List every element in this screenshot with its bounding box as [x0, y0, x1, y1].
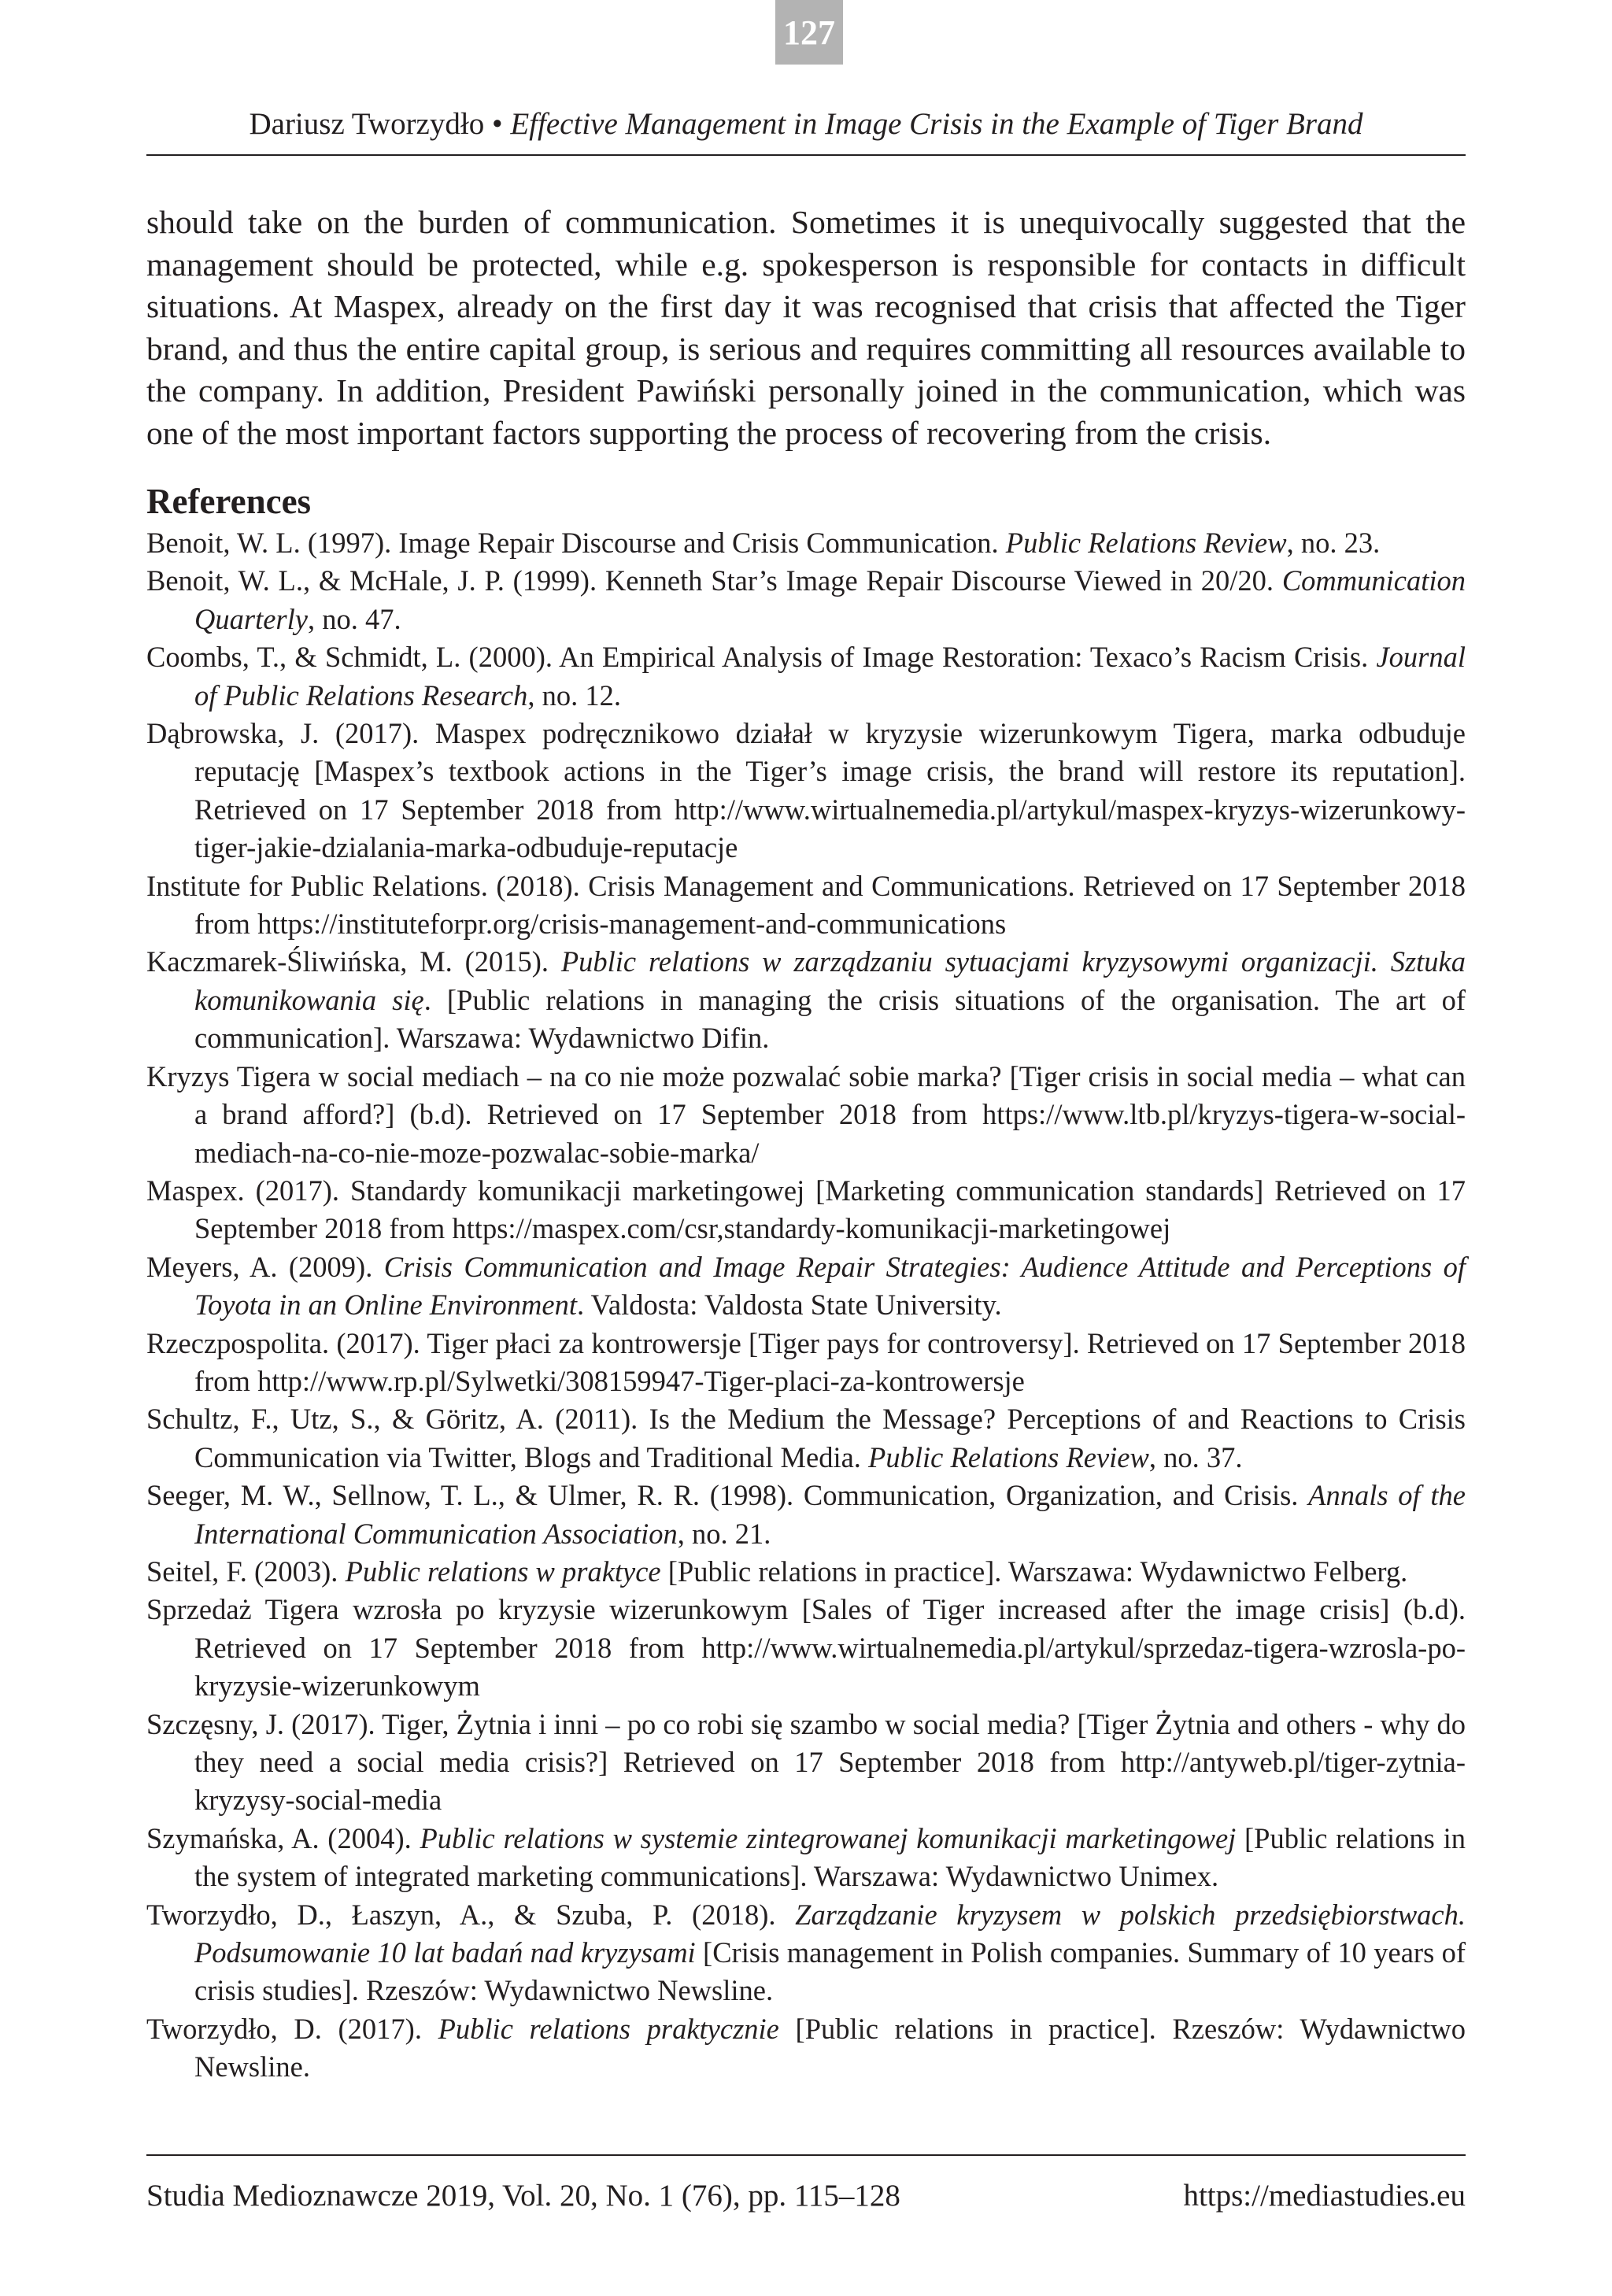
reference-text: Institute for Public Relations. (2018). Crisis Management and Communications. Retrieved on 17 September 2018 from https://instituteforpr.org/crisis-management-and-communications: [146, 869, 1466, 941]
reference-text: Kaczmarek-Śliwińska, M. (2015).: [146, 945, 561, 978]
header-separator: •: [484, 107, 511, 141]
reference-text: Tworzydło, D. (2017).: [146, 2012, 438, 2045]
reference-item: [146, 867, 1466, 944]
body-paragraph: should take on the burden of communication. Sometimes it is unequivocally suggested that the management should be protected, while e.g. spokesperson is responsible for contacts in difficult situations. At Maspex, already on the first day it was recognised that crisis that affected the Tiger brand, and thus the entire capital group, is serious and requires committing all resources available to the company. In addition, President Pawiński personally joined in the communication, which was one of the most important factors supporting the process of recovering from the crisis.: [146, 204, 1466, 451]
reference-item: [146, 943, 1466, 1057]
reference-text-end: . [Public relations in managing the crisis situations of the organisation. The art of communication]. Warszawa: Wydawnictwo Difin.: [194, 983, 1466, 1055]
reference-italic: Crisis Communication and Image Repair Strategies: Audience Attitude and Perceptions of Toyota in an Online Environment: [194, 1250, 1466, 1322]
reference-text: Coombs, T., & Schmidt, L. (2000). An Empirical Analysis of Image Restoration: Texaco’s Racism Crisis.: [146, 641, 1377, 674]
reference-item: [146, 1896, 1466, 2010]
reference-item: [146, 1591, 1466, 1705]
reference-italic: Public relations w zarządzaniu sytuacjami kryzysowymi organizacji. Sztuka komunikowania się: [194, 945, 1466, 1016]
reference-text-end: , no. 37.: [1148, 1440, 1243, 1473]
reference-text: Seeger, M. W., Sellnow, T. L., & Ulmer, R. R. (1998). Communication, Organization, and Crisis.: [146, 1479, 1309, 1512]
reference-text: Schultz, F., Utz, S., & Göritz, A. (2011). Is the Medium the Message? Perceptions of and Reactions to Crisis Communication via Twitter, Blogs and Traditional Media.: [146, 1403, 1466, 1473]
reference-text: Kryzys Tigera w social mediach – na co nie może pozwalać sobie marka? [Tiger crisis in social media – what can a brand afford?] (b.d). Retrieved on 17 September 2018 from https://www.ltb.pl/kryzys-tigera-w-social-mediach-na-co-nie-moze-pozwalac-sobie-marka/: [146, 1059, 1466, 1169]
reference-text-end: [Public relations in the system of integrated marketing communications]. Warszawa: Wydawnictwo Unimex.: [194, 1821, 1466, 1893]
running-header: [146, 101, 1466, 148]
reference-text: Maspex. (2017). Standardy komunikacji marketingowej [Marketing communication standards] Retrieved on 17 September 2018 from https://maspex.com/csr,standardy-komunikacji-marketingowej: [146, 1174, 1466, 1245]
reference-text: Meyers, A. (2009).: [146, 1250, 384, 1283]
reference-text-end: [Crisis management in Polish companies. Summary of 10 years of crisis studies]. Rzeszów: Wydawnictwo Newsline.: [194, 1936, 1466, 2007]
reference-text-end: , no. 47.: [307, 602, 401, 635]
reference-text: Szczęsny, J. (2017). Tiger, Żytnia i inni – po co robi się szambo w social media? [Tiger Żytnia and others - why do they need a social media crisis?] Retrieved on 17 September 2018 from http://antyweb.pl/tiger-zytnia-kryzysy-social-media: [146, 1707, 1466, 1817]
reference-text-end: [Public relations in practice]. Warszawa: Wydawnictwo Felberg.: [660, 1555, 1408, 1588]
header-article-title: Effective Management in Image Crisis in the Example of Tiger Brand: [510, 107, 1363, 141]
reference-italic: Communication Quarterly: [194, 564, 1466, 635]
reference-text: Benoit, W. L., & McHale, J. P. (1999). Kenneth Star’s Image Repair Discourse Viewed in 20/20.: [146, 564, 1282, 597]
reference-text: Seitel, F. (2003).: [146, 1555, 346, 1588]
reference-text-end: , no. 12.: [527, 678, 621, 712]
page-number: 127: [775, 0, 843, 65]
reference-item: [146, 1400, 1466, 1477]
reference-item: [146, 1172, 1466, 1248]
reference-item: [146, 1248, 1466, 1325]
reference-italic: Public relations w praktyce: [345, 1555, 661, 1588]
reference-italic: Public relations praktycznie: [438, 2012, 779, 2045]
references-heading: References: [146, 482, 312, 521]
reference-item: [146, 715, 1466, 867]
footer-journal-citation: Studia Medioznawcze 2019, Vol. 20, No. 1 (76), pp. 115–128: [146, 2179, 900, 2213]
reference-italic: Annals of the International Communication Association: [194, 1479, 1466, 1550]
reference-text: Rzeczpospolita. (2017). Tiger płaci za kontrowersje [Tiger pays for controversy]. Retrieved on 17 September 2018 from http://www.rp.pl/Sylwetki/308159947-Tiger-placi-za-kontrowersje: [146, 1326, 1466, 1397]
reference-italic: Zarządzanie kryzysem w polskich przedsiębiorstwach. Podsumowanie 10 lat badań nad kryzysami: [194, 1898, 1466, 1969]
reference-item: [146, 1325, 1466, 1401]
reference-text-end: , no. 23.: [1286, 527, 1381, 559]
reference-text: Dąbrowska, J. (2017). Maspex podręcznikowo działał w kryzysie wizerunkowym Tigera, marka odbuduje reputację [Maspex’s textbook actions in the Tiger’s image crisis, the brand will restore its reputation]. Retrieved on 17 September 2018 from http://www.wirtualnemedia.pl/artykul/maspex-kryzys-wizerunkowy-tiger-jakie-dzialania-marka-odbuduje-reputacje: [146, 717, 1466, 864]
reference-italic: Public Relations Review: [1005, 527, 1287, 559]
reference-item: [146, 1058, 1466, 1172]
reference-list: [146, 524, 1466, 2087]
reference-text: Sprzedaż Tigera wzrosła po kryzysie wizerunkowym [Sales of Tiger increased after the image crisis] (b.d). Retrieved on 17 September 2018 from http://www.wirtualnemedia.pl/artykul/sprzedaz-tigera-wzrosla-po-kryzysie-wizerunkowym: [146, 1593, 1466, 1703]
reference-item: [146, 1477, 1466, 1553]
footer-rule: [146, 2154, 1466, 2156]
reference-italic: Public Relations Review: [868, 1440, 1149, 1473]
reference-text: Tworzydło, D., Łaszyn, A., & Szuba, P. (2018).: [146, 1898, 796, 1931]
reference-italic: Public relations w systemie zintegrowanej komunikacji marketingowej: [420, 1821, 1237, 1854]
header-rule: [146, 154, 1466, 156]
reference-item: [146, 562, 1466, 638]
footer-url: https://mediastudies.eu: [1183, 2179, 1466, 2213]
reference-item: [146, 1706, 1466, 1820]
reference-text-end: , no. 21.: [677, 1517, 771, 1550]
reference-text-end: [Public relations in practice]. Rzeszów: Wydawnictwo Newsline.: [194, 2012, 1466, 2083]
reference-text: Szymańska, A. (2004).: [146, 1821, 420, 1854]
header-author: Dariusz Tworzydło: [249, 107, 485, 141]
reference-text: Benoit, W. L. (1997). Image Repair Discourse and Crisis Communication.: [146, 527, 1006, 559]
reference-item: [146, 524, 1466, 562]
reference-italic: Journal of Public Relations Research: [194, 641, 1466, 712]
reference-item: [146, 638, 1466, 715]
reference-text-end: . Valdosta: Valdosta State University.: [576, 1288, 1002, 1322]
reference-item: [146, 1553, 1466, 1591]
reference-item: [146, 2010, 1466, 2087]
reference-item: [146, 1820, 1466, 1896]
